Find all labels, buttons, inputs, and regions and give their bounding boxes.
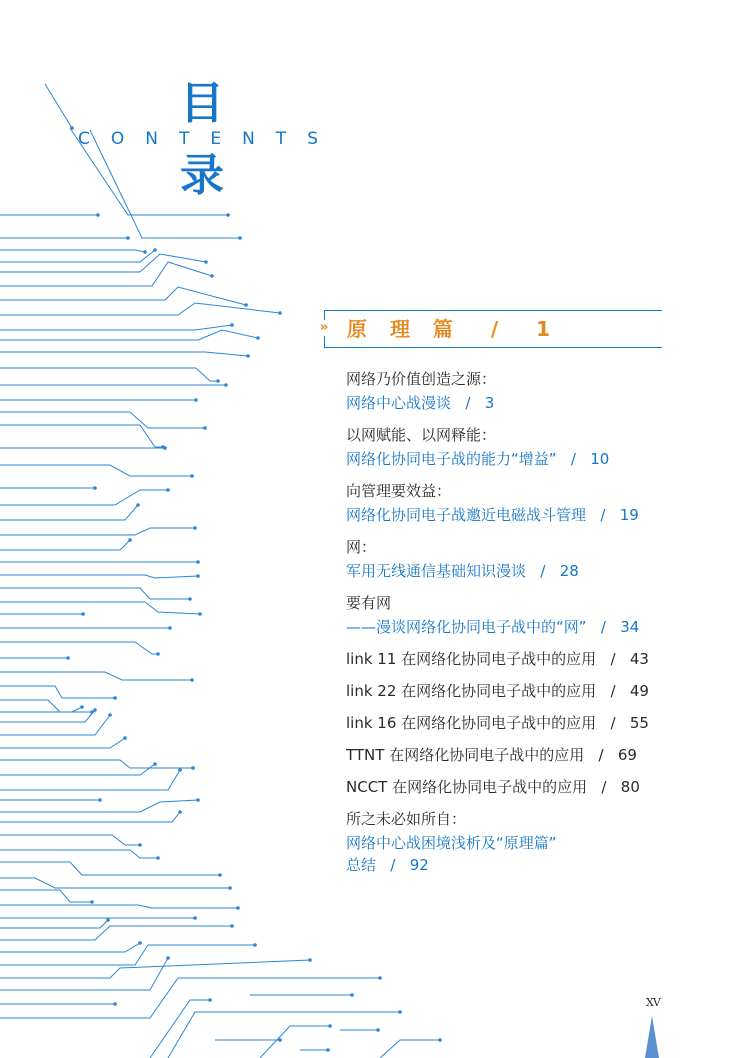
toc-page-number: 10 [590,450,610,468]
circuit-node [230,924,234,928]
circuit-node [238,236,242,240]
circuit-trace [0,425,163,447]
toc-entry-text: 网络中心战困境浅析及“原理篇” [346,834,557,852]
toc-separator: / [526,562,560,580]
circuit-node [190,474,194,478]
circuit-trace [0,905,238,908]
toc-entry-text: 以网赋能、以网释能： [346,426,497,444]
toc-separator: / [596,714,630,732]
circuit-trace [0,588,190,599]
circuit-node [188,597,192,601]
circuit-node [93,708,97,712]
circuit-trace [0,368,218,381]
circuit-node [156,856,160,860]
circuit-trace [260,1026,330,1058]
toc-entry-heading [346,808,466,830]
circuit-trace [0,738,125,748]
circuit-trace [0,254,206,272]
section-header [322,310,662,348]
toc-entry-link[interactable] [346,744,637,766]
circuit-trace [0,920,108,928]
circuit-node [143,250,147,254]
circuit-trace [0,890,92,902]
circuit-node [96,213,100,217]
toc-page-number: 80 [620,778,640,796]
toc-entry-link[interactable] [346,680,649,702]
circuit-trace [0,287,246,305]
toc-entry-text: 所之未必如所自： [346,810,467,828]
circuit-trace [0,835,140,845]
circuit-node [193,526,197,530]
page-marker-triangle [645,1016,659,1058]
circuit-node [228,886,232,890]
circuit-node [113,1002,117,1006]
toc-entry-heading [346,424,496,446]
circuit-node [123,736,127,740]
toc-entry-heading [346,480,451,502]
toc-separator: / [586,506,620,524]
circuit-node [350,993,354,997]
circuit-node [81,612,85,616]
toc-entry-text: 总结 [346,856,377,874]
circuit-trace [0,960,310,978]
circuit-trace [0,760,193,768]
circuit-trace [150,1000,210,1058]
circuit-trace [168,1012,400,1058]
circuit-trace [0,943,140,952]
page-title-bottom: 录 [180,150,224,201]
circuit-trace [0,878,230,888]
toc-entry-text: link 11 在网络化协同电子战中的应用 [346,650,597,668]
circuit-node [178,768,182,772]
toc-entry-link[interactable] [346,448,609,470]
circuit-node [208,998,212,1002]
toc-page-number: 43 [629,650,649,668]
circuit-node [328,1024,332,1028]
toc-entry-link[interactable] [346,616,639,638]
circuit-node [194,398,198,402]
circuit-trace [0,303,280,315]
circuit-trace [0,412,205,428]
circuit-node [98,798,102,802]
circuit-node [136,503,140,507]
circuit-node [224,383,228,387]
toc-page-number: 28 [559,562,579,580]
toc-separator: / [584,746,618,764]
circuit-trace [0,700,92,712]
circuit-trace [0,250,155,262]
toc-entry-heading [346,536,376,558]
section-rule-bottom [324,347,662,348]
circuit-trace [0,262,212,286]
circuit-node [80,705,84,709]
toc-separator: / [596,650,630,668]
circuit-node [196,574,200,578]
circuit-trace [0,490,168,505]
circuit-node [163,446,167,450]
toc-entry-text: TTNT 在网络化协同电子战中的应用 [346,746,585,764]
toc-entry-heading [346,368,496,390]
toc-entry-text: 向管理要效益： [346,482,452,500]
toc-entry-link[interactable] [346,392,494,414]
circuit-trace [0,325,232,330]
toc-page-number: 34 [620,618,640,636]
toc-entry-text: link 22 在网络化协同电子战中的应用 [346,682,597,700]
circuit-node [210,274,214,278]
page-title-top: 目 [180,78,224,129]
circuit-trace [0,862,220,875]
circuit-trace [0,945,255,965]
circuit-node [126,236,130,240]
circuit-node [93,486,97,490]
circuit-node [191,766,195,770]
toc-entry-link[interactable] [346,560,579,582]
circuit-trace [0,707,82,712]
circuit-trace [0,528,195,535]
toc-separator: / [587,778,621,796]
circuit-trace [0,958,168,990]
circuit-node [253,943,257,947]
circuit-node [153,762,157,766]
circuit-node [438,1038,442,1042]
circuit-trace [0,352,248,356]
circuit-trace [0,330,258,340]
toc-entry-text: 网络中心战漫谈 [346,394,452,412]
circuit-trace [0,686,115,698]
circuit-node [236,906,240,910]
circuit-node [113,696,117,700]
toc-entry-link[interactable] [346,854,429,876]
circuit-trace [0,540,130,550]
toc-entry-link[interactable] [346,648,649,670]
toc-entry-text: 军用无线通信基础知识漫谈 [346,562,527,580]
circuit-node [196,560,200,564]
circuit-node [203,426,207,430]
circuit-node [230,323,234,327]
circuit-node [138,843,142,847]
circuit-trace [0,715,110,735]
toc-entry-text: 网： [346,538,377,556]
section-rule-top [324,310,662,311]
circuit-node [326,1048,330,1052]
toc-entry-heading [346,832,557,854]
circuit-trace [45,84,72,128]
circuit-node [308,958,312,962]
circuit-trace [0,250,145,252]
toc-entry-text: NCCT 在网络化协同电子战中的应用 [346,778,588,796]
toc-entry-text: 网络乃价值创造之源： [346,370,497,388]
toc-separator: / [596,682,630,700]
toc-page-number: 19 [619,506,639,524]
toc-entry-link[interactable] [346,712,649,734]
circuit-trace [0,764,155,775]
toc-separator: / [586,618,621,636]
circuit-node [246,354,250,358]
circuit-node [256,336,260,340]
circuit-node [204,260,208,264]
circuit-node [153,248,157,252]
toc-entry-heading [346,592,391,614]
circuit-node [166,956,170,960]
circuit-node [398,1010,402,1014]
circuit-node [166,488,170,492]
circuit-trace [0,642,158,654]
circuit-trace [0,770,180,790]
toc-entry-text: link 16 在网络化协同电子战中的应用 [346,714,597,732]
circuit-node [138,941,142,945]
circuit-trace [0,505,138,520]
circuit-node [198,612,202,616]
circuit-node [108,713,112,717]
circuit-trace [0,602,200,614]
circuit-node [190,678,194,682]
toc-separator: / [556,450,591,468]
chevron-right-icon: » [320,320,329,335]
circuit-node [90,900,94,904]
toc-page-number: 3 [484,394,495,412]
contents-subtitle: CONTENTS [78,129,339,149]
circuit-node [156,652,160,656]
toc-entry-text: 要有网 [346,594,392,612]
circuit-node [216,379,220,383]
circuit-trace [0,800,198,812]
circuit-node [168,626,172,630]
toc-entry-link[interactable] [346,504,639,526]
toc-entry-text: ——漫谈网络化协同电子战中的“网” [346,618,587,636]
toc-page-number: 49 [629,682,649,700]
circuit-node [218,873,222,877]
toc-entry-text: 网络化协同电子战邀近电磁战斗管理 [346,506,587,524]
circuit-node [193,916,197,920]
circuit-trace [0,465,192,476]
circuit-node [178,810,182,814]
toc-page-number: 92 [409,856,429,874]
section-title[interactable]: 原 理 篇 / 1 [347,317,558,341]
circuit-trace [380,1040,440,1058]
circuit-trace [0,850,158,858]
toc-separator: / [451,394,485,412]
circuit-trace [0,575,198,578]
circuit-node [196,798,200,802]
circuit-node [106,918,110,922]
circuit-node [226,213,230,217]
circuit-trace [0,812,180,822]
toc-entry-link[interactable] [346,776,640,798]
circuit-node [378,976,382,980]
toc-page-number: 69 [617,746,637,764]
page-number: XV [646,996,660,1009]
circuit-node [278,311,282,315]
toc-page-number: 55 [629,714,649,732]
circuit-node [66,656,70,660]
toc-separator: / [376,856,410,874]
circuit-node [244,303,248,307]
toc-entry-text: 网络化协同电子战的能力“增益” [346,450,557,468]
circuit-node [376,1028,380,1032]
circuit-node [128,538,132,542]
circuit-trace [0,672,192,680]
